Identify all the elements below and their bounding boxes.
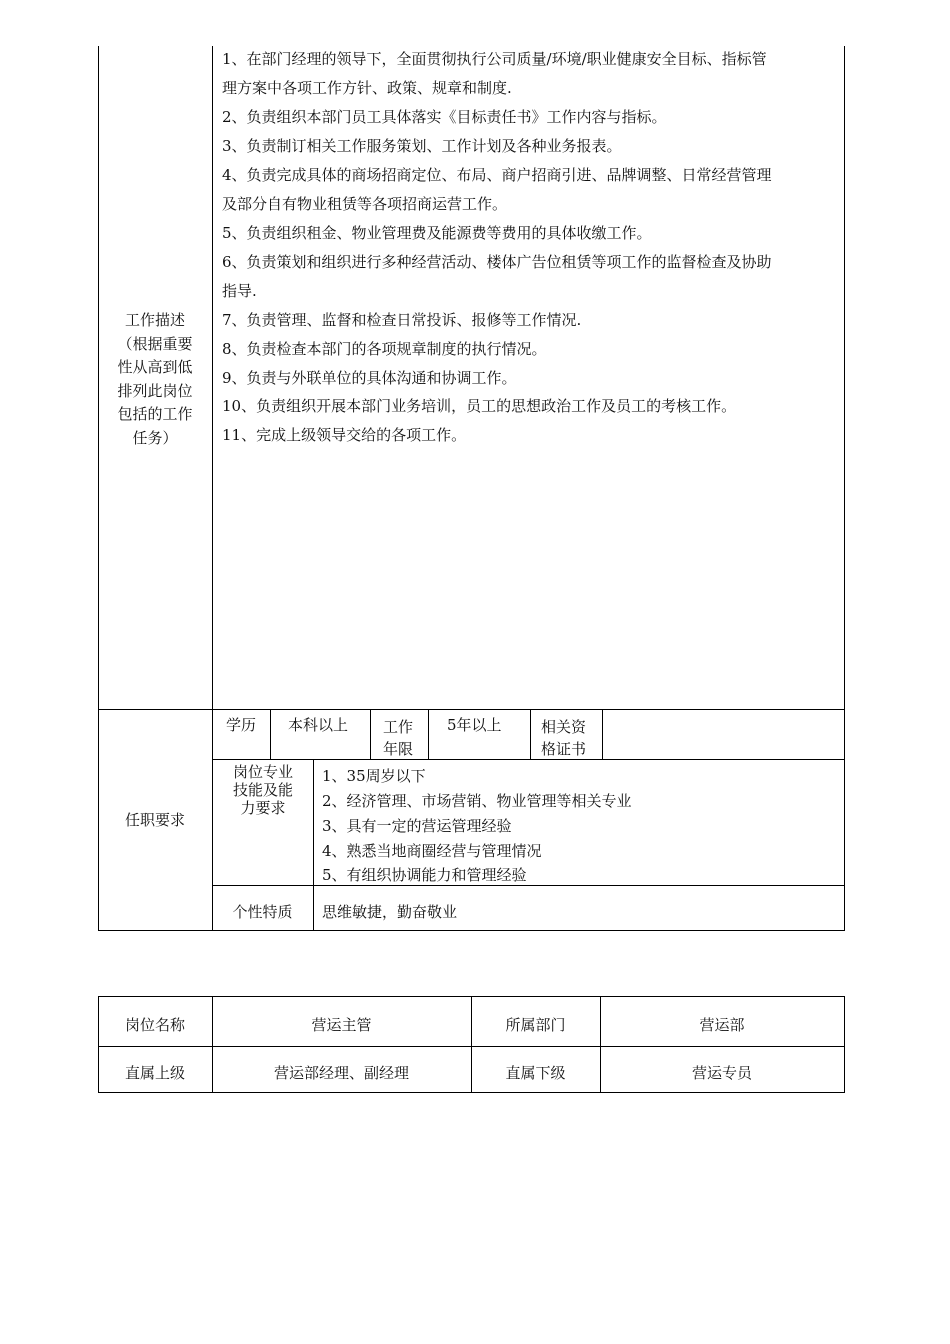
department-value: 营运部 — [699, 1016, 745, 1034]
skill-item: 2、经济管理、市场营销、物业管理等相关专业 — [322, 792, 632, 810]
position-name-value: 营运主管 — [311, 1016, 372, 1034]
skills-label: 岗位专业 技能及能 力要求 — [232, 763, 293, 817]
col-divider-4 — [530, 709, 531, 759]
col-divider-3 — [428, 709, 429, 759]
education-label: 学历 — [226, 716, 257, 734]
duty-line: 1、在部门经理的领导下，全面贯彻执行公司质量/环境/职业健康安全目标、指标管 — [222, 50, 767, 68]
description-label: 工作描述 （根据重要 性从高到低 排列此岗位 包括的工作 任务） — [117, 311, 193, 447]
table-border-bottom — [98, 930, 845, 931]
requirements-label: 任职要求 — [124, 811, 185, 829]
col-divider-1 — [270, 709, 271, 759]
row-divider-description — [98, 709, 845, 710]
superior-label: 直属上级 — [124, 1064, 185, 1082]
education-value: 本科以上 — [288, 716, 349, 734]
position-table-right — [844, 996, 845, 1093]
personality-value: 思维敏捷，勤奋敬业 — [322, 903, 458, 921]
experience-label: 工作 年限 — [383, 718, 414, 758]
duty-line: 指导. — [222, 282, 257, 300]
subordinate-value: 营运专员 — [691, 1064, 752, 1082]
duty-line: 6、负责策划和组织进行多种经营活动、楼体广告位租赁等项工作的监督检查及协助 — [222, 253, 772, 271]
skill-item: 5、有组织协调能力和管理经验 — [322, 866, 527, 884]
col-divider-2 — [370, 709, 371, 759]
position-name-label: 岗位名称 — [124, 1016, 185, 1034]
table-border-right — [844, 46, 845, 931]
certificate-label: 相关资 格证书 — [541, 718, 587, 758]
subordinate-label: 直属下级 — [505, 1064, 566, 1082]
skill-item: 4、熟悉当地商圈经营与管理情况 — [322, 842, 542, 860]
duty-line: 及部分自有物业租赁等各项招商运营工作。 — [222, 195, 508, 213]
duty-line: 7、负责管理、监督和检查日常投诉、报修等工作情况. — [222, 311, 582, 329]
label-column-divider — [212, 46, 213, 931]
duty-line: 3、负责制订相关工作服务策划、工作计划及各种业务报表。 — [222, 137, 622, 155]
experience-value: 5年以上 — [447, 716, 502, 734]
duty-line: 10、负责组织开展本部门业务培训，员工的思想政治工作及员工的考核工作。 — [222, 397, 737, 415]
table-border-left — [98, 46, 99, 931]
skill-item: 3、具有一定的营运管理经验 — [322, 817, 512, 835]
row-divider-skills — [212, 885, 845, 886]
duty-line: 8、负责检查本部门的各项规章制度的执行情况。 — [222, 340, 547, 358]
personality-label: 个性特质 — [232, 903, 293, 921]
superior-value: 营运部经理、副经理 — [273, 1064, 409, 1082]
duty-line: 11、完成上级领导交给的各项工作。 — [222, 426, 467, 444]
duty-line: 理方案中各项工作方针、政策、规章和制度. — [222, 79, 512, 97]
duty-line: 9、负责与外联单位的具体沟通和协调工作。 — [222, 369, 517, 387]
duty-line: 5、负责组织租金、物业管理费及能源费等费用的具体收缴工作。 — [222, 224, 652, 242]
department-label: 所属部门 — [505, 1016, 566, 1034]
duty-line: 2、负责组织本部门员工具体落实《目标责任书》工作内容与指标。 — [222, 108, 667, 126]
duty-line: 4、负责完成具体的商场招商定位、布局、商户招商引进、品牌调整、日常经营管理 — [222, 166, 772, 184]
skill-item: 1、35周岁以下 — [322, 767, 426, 785]
row-divider-education — [212, 759, 845, 760]
col-divider-5 — [602, 709, 603, 759]
skills-label-divider — [313, 759, 314, 931]
